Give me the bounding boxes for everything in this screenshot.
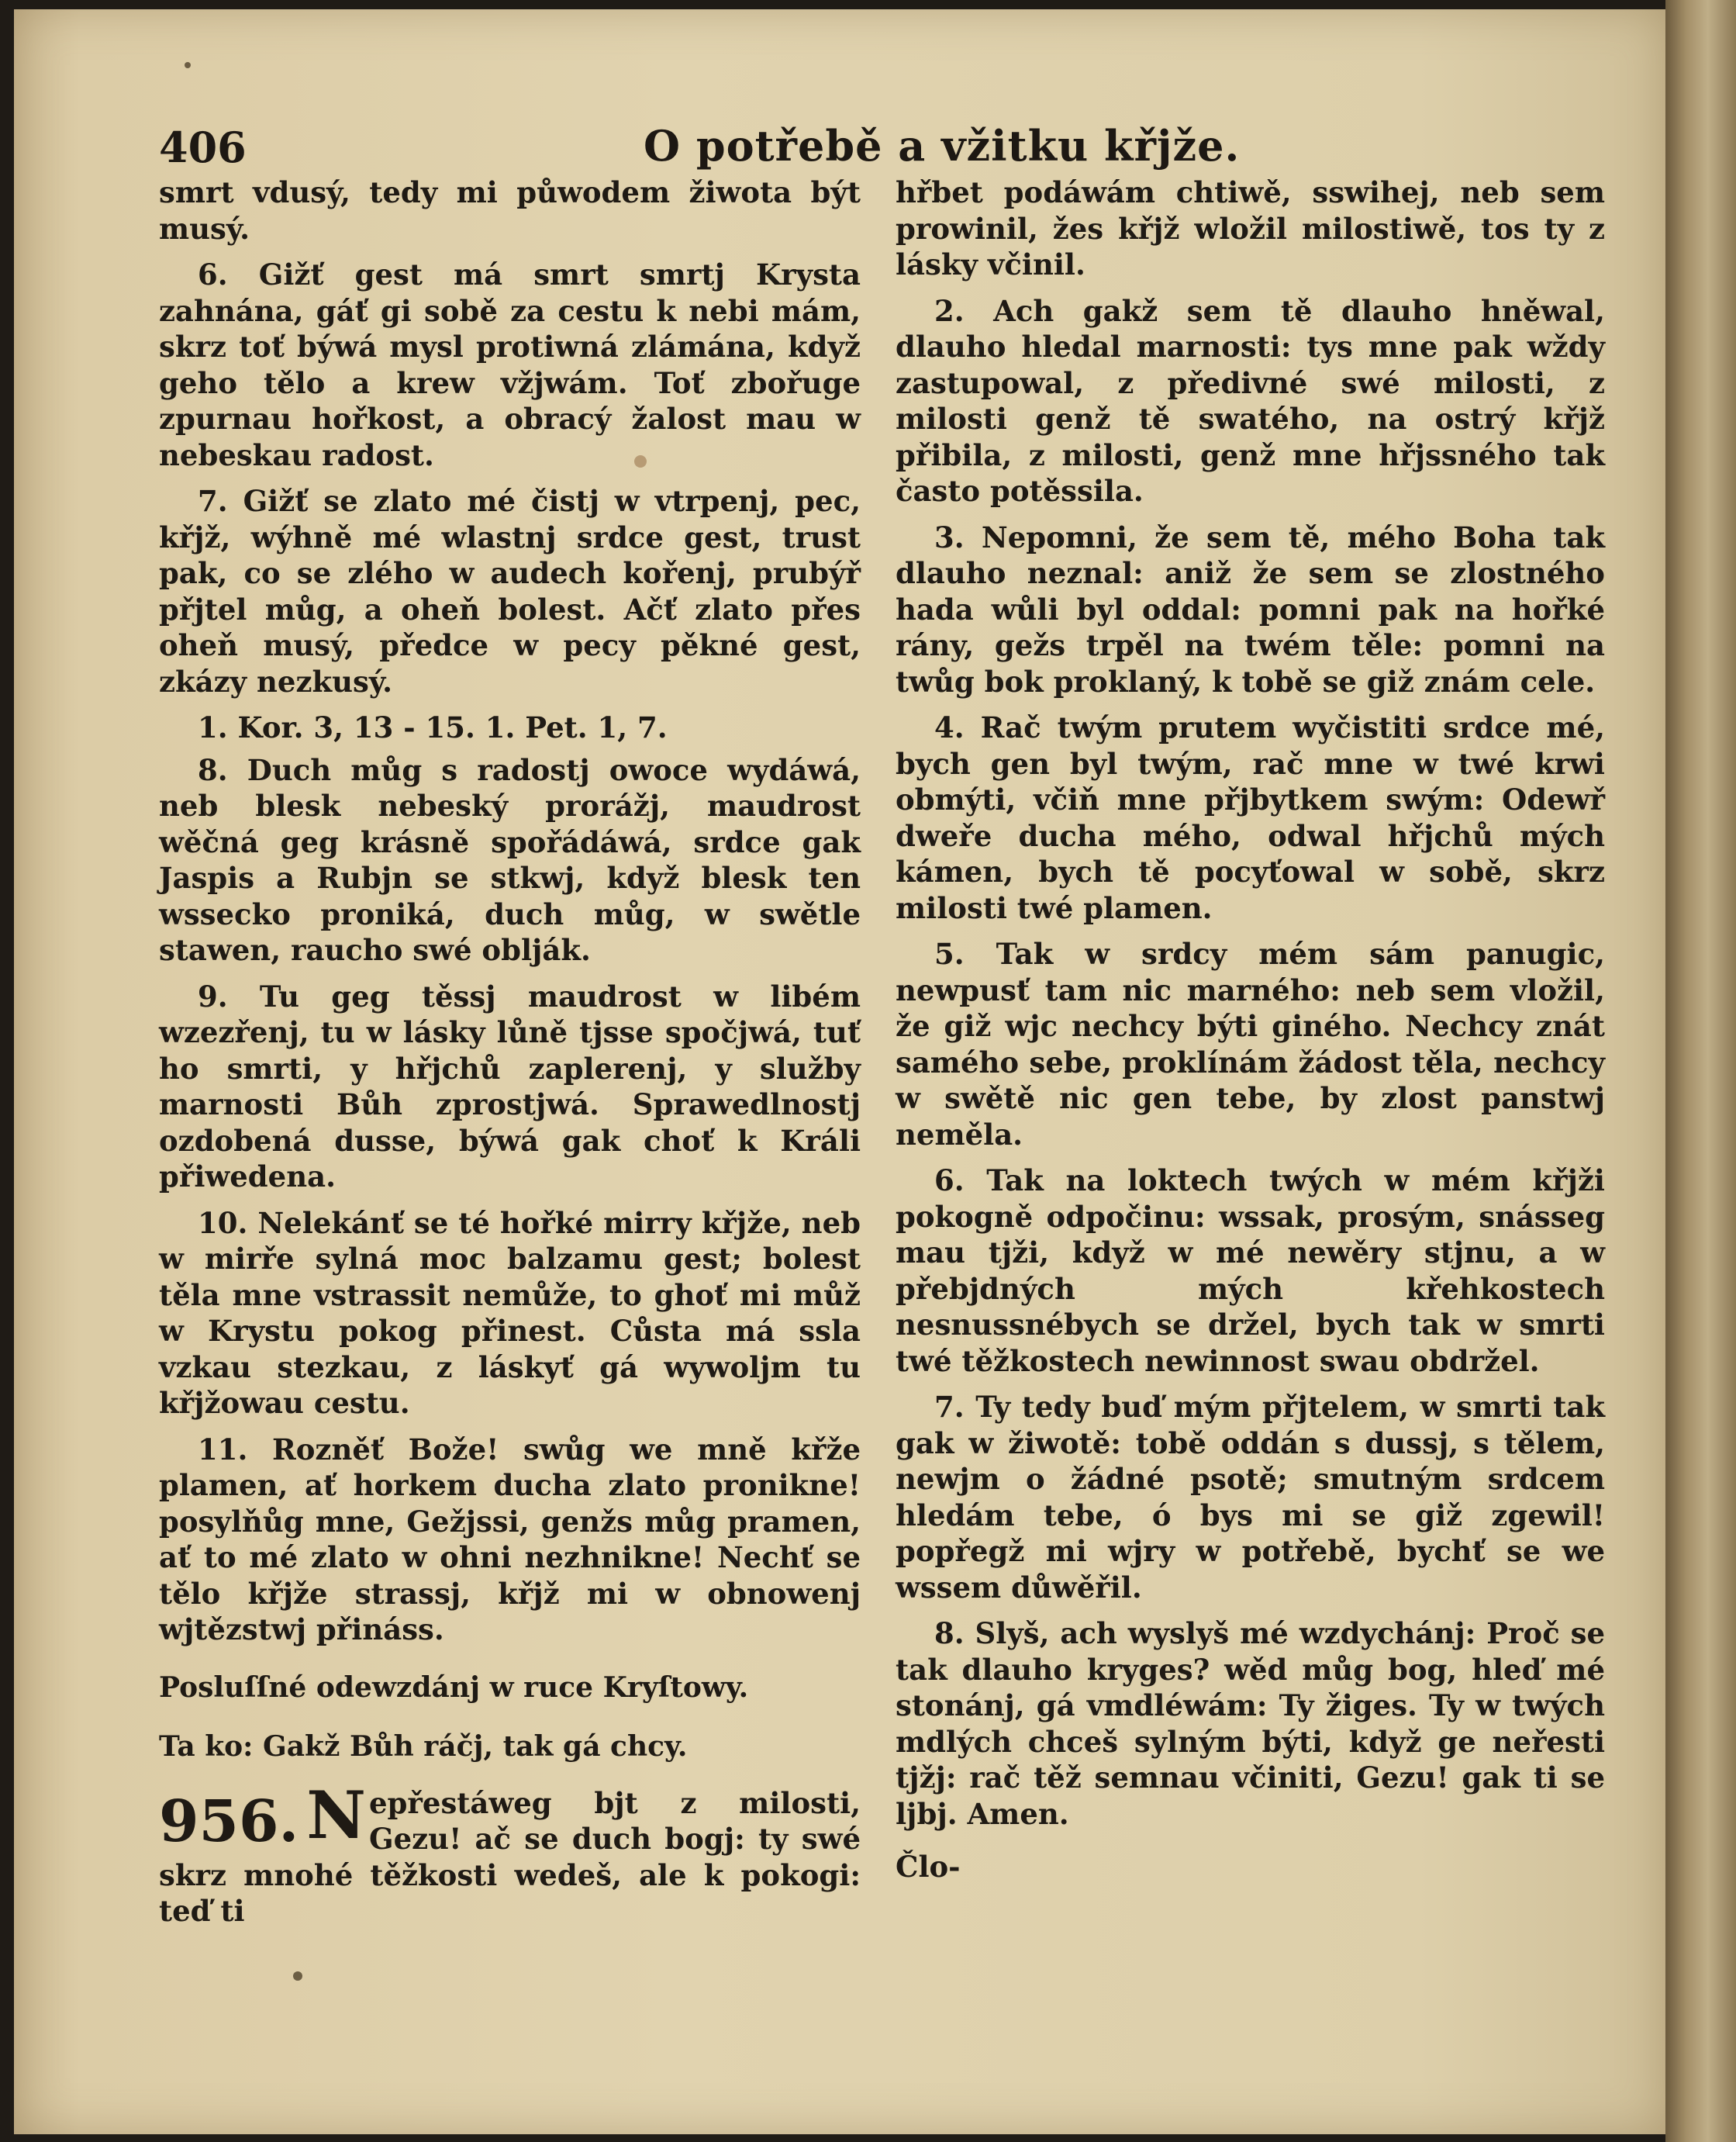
stanza-4: 4. Rač twým prutem wyčistiti srdce mé, bych gen byl twým, rač mne w twé krwi obmýti, včiň mne přjbytkem swým: Odewř dweře ducha mého, odwal hřjchů mých kámen, bych tě pocyťowal w sobě, skrz milosti twé plamen. — [896, 710, 1605, 925]
stanza-5: 5. Tak w srdcy mém sám panugic, newpusť tam nic marného: neb sem vložil, že giž wjc nechcy býti giného. Nechcy znát samého sebe, proklínám žádost těla, nechcy w swětě nic gen tebe, by zlost panstwj neměla. — [896, 937, 1605, 1152]
continuation-text: hřbet podáwám chtiwě, sswihej, neb sem prowinil, žes křjž wložil milostiwě, tos ty z lásky včinil. — [896, 175, 1605, 282]
catchword: Člo- — [896, 1850, 961, 1884]
stanza-6: 6. Tak na loktech twých w mém křjži pokogně odpočinu: wssak, prosým, snásseg mau tjži, když w mé newěry stjnu, a w přebjdných mých křehkostech nesnussnébych se držel, bych tak w smrti twé těžkostech newinnost swau obdržel. — [896, 1163, 1605, 1378]
left-column — [159, 174, 861, 1940]
stanza-6: 6. Gižť gest má smrt smrtj Krysta zahnána, gáť gi sobě za cestu k nebi mám, skrz toť býwá mysl protiwná zlámána, když geho tělo a krew vžjwám. Toť zbořuge zpurnau hořkost, a obracý žalost mau w nebeskau radost. — [159, 257, 861, 472]
ink-spot — [185, 62, 191, 68]
stanza-7: 7. Gižť se zlato mé čistj w vtrpenj, pec, křjž, wýhně mé wlastnj srdce gest, trust pak, co se zlého w audech kořenj, prubýř přjtel můg, a oheň bolest. Ačť zlato přes oheň musý, předce w pecy pěkné gest, zkázy nezkusý. — [159, 484, 861, 699]
ink-spot — [293, 1971, 302, 1981]
stanza-11: 11. Rozněť Bože! swůg we mně křže plamen, ať horkem ducha zlato pronikne! posylňůg mne, Gežjssi, genžs můg pramen, ať to mé zlato w ohni nezhnikne! Nechť se tělo křjže strassj, křjž mi w obnowenj wjtězstwj přináss. — [159, 1432, 861, 1646]
page-header — [147, 116, 1620, 178]
page-number: 406 — [159, 123, 247, 172]
continuation-text: smrt vdusý, tedy mi půwodem žiwota být musý. — [159, 175, 861, 246]
first-stanza-text: epřestáweg bjt z milosti, Gezu! ač se duch bogj: ty swé skrz mnohé těžkosti wedeš, ale k pokogi: teď ti — [159, 1785, 861, 1928]
hymn-first-stanza — [159, 1776, 861, 1930]
stanza-9: 9. Tu geg těssj maudrost w libém wzezřenj, tu w lásky lůně tjsse spočjwá, tuť ho smrti, y hřjchů zaplerenj, y služby marnosti Bůh zprostjwá. Sprawedlnostj ozdobená dusse, býwá gak choť k Králi přiwedena. — [159, 979, 861, 1194]
hymn-number: 956. — [159, 1788, 299, 1855]
right-column — [896, 174, 1605, 1895]
next-page-edge — [1665, 0, 1736, 2142]
hymn-title: Posluſſné odewzdánj w ruce Kryſtowy. — [159, 1670, 749, 1704]
stanza-10: 10. Nelekánť se té hořké mirry křjže, neb w mirře sylná moc balzamu gest; bolest těla mne vstrassit nemůže, to ghoť mi můž w Krystu pokog přinest. Cůsta má ssla vzkau stezkau, z láskyť gá wywoljm tu křjžowau cestu. — [159, 1205, 861, 1420]
hymn-tune: Ta ko: Gakž Bůh ráčj, tak gá chcy. — [159, 1730, 688, 1763]
running-title: O potřebě a vžitku křjže. — [644, 121, 1241, 171]
stanza-7: 7. Ty tedy buď mým přjtelem, w smrti tak gak w žiwotě: tobě oddán s dussj, s tělem, newjm o žádné psotě; smutným srdcem hledám tebe, ó bys mi se giž zgewil! popřegž mi wjry w potřebě, bychť se we wssem důwěřil. — [896, 1390, 1605, 1605]
stanza-8: 8. Duch můg s radostj owoce wydáwá, neb blesk nebeský prorážj, maudrost wěčná geg krásně spořádáwá, srdce gak Jaspis a Rubjn se stkwj, když blesk ten wssecko proniká, duch můg, w swětle stawen, raucho swé oblják. — [159, 752, 861, 967]
stanza-8: 8. Slyš, ach wyslyš mé wzdychánj: Proč se tak dlauho kryges? wěd můg bog, hleď mé stonánj, gá vmdléwám: Ty žiges. Ty w twých mdlých chceš sylným býti, když ge neřesti tjžj: rač těž semnau včiniti, Gezu! gak ti se ljbj. Amen. — [896, 1616, 1605, 1831]
stanza-3: 3. Nepomni, že sem tě, mého Boha tak dlauho neznal: aniž že sem se zlostného hada wůli byl oddal: pomni pak na hořké rány, gežs trpěl na twém těle: pomni na twůg bok proklaný, k tobě se giž znám cele. — [896, 520, 1605, 699]
scripture-citation: 1. Kor. 3, 13 - 15. 1. Pet. 1, 7. — [198, 710, 668, 745]
stanza-2: 2. Ach gakž sem tě dlauho hněwal, dlauho hledal marnosti: tys mne pak wždy zastupowal, z předivné swé milosti, z milosti genž tě swatého, na ostrý křjž přibila, z milosti, genž mne hřjssného tak často potěssila. — [896, 293, 1605, 508]
drop-initial: N — [306, 1776, 367, 1854]
